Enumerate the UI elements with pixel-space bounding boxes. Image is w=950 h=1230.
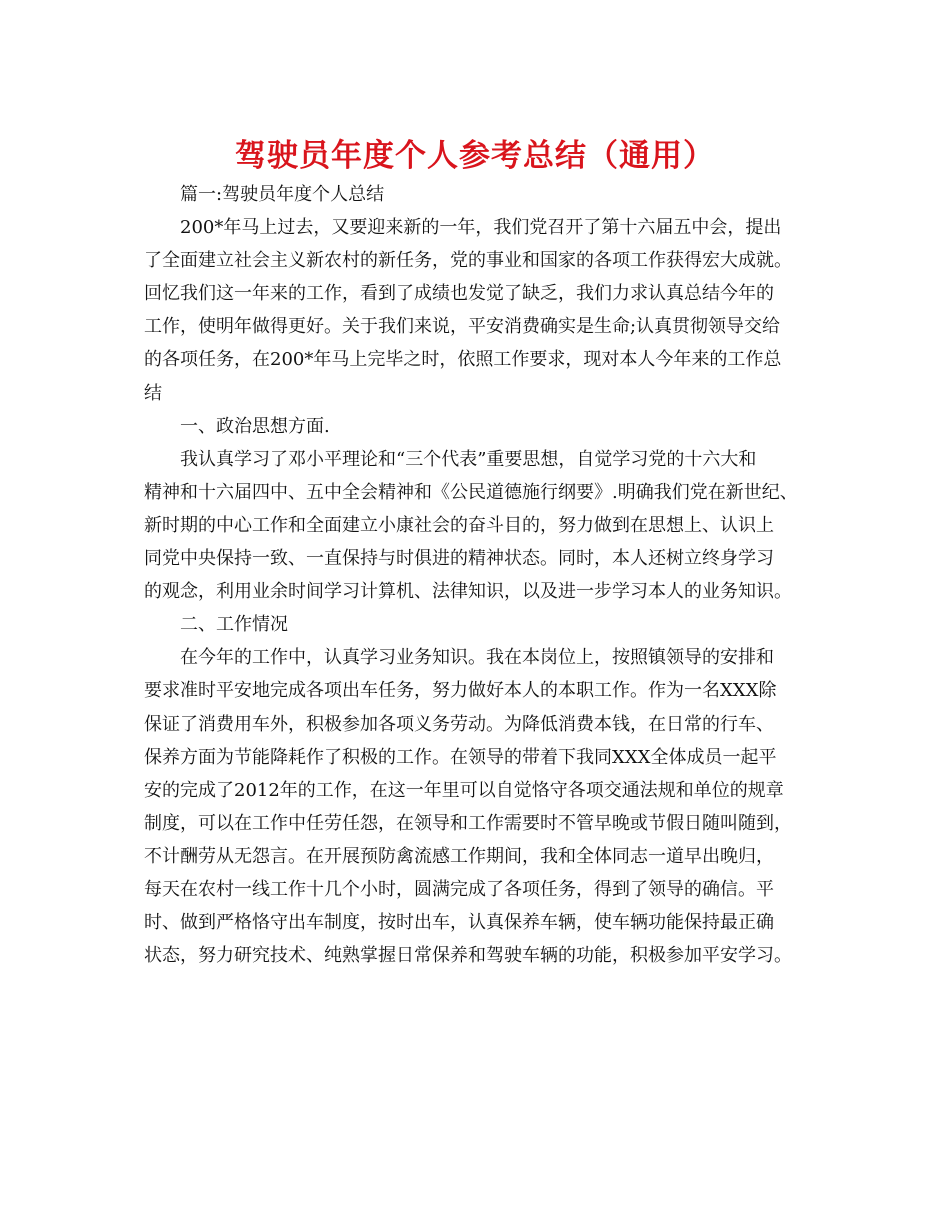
text-line: 保养方面为节能降耗作了积极的工作。在领导的带着下我同XXX全体成员一起平 xyxy=(144,746,777,768)
text-line: 不计酬劳从无怨言。在开展预防禽流感工作期间，我和全体同志一道早出晚归， xyxy=(144,845,774,867)
text-line: 状态，努力研究技术、纯熟掌握日常保养和驾驶车辆的功能，积极参加平安学习。 xyxy=(144,945,792,967)
document-body xyxy=(144,178,824,972)
text-line: 了全面建立社会主义新农村的新任务，党的事业和国家的各项工作获得宏大成就。 xyxy=(144,250,792,272)
text-line: 在今年的工作中，认真学习业务知识。我在本岗位上，按照镇领导的安排和 xyxy=(180,647,774,669)
text-line: 精神和十六届四中、五中全会精神和《公民道德施行纲要》.明确我们党在新世纪、 xyxy=(144,481,798,503)
text-line: 一、政治思想方面. xyxy=(180,415,330,437)
text-line: 的各项任务，在200*年马上完毕之时，依照工作要求，现对本人今年来的工作总 xyxy=(144,349,782,371)
text-line: 回忆我们这一年来的工作，看到了成绩也发觉了缺乏，我们力求认真总结今年的 xyxy=(144,283,774,305)
text-line: 保证了消费用车外，积极参加各项义务劳动。为降低消费本钱，在日常的行车、 xyxy=(144,713,774,735)
text-line: 工作，使明年做得更好。关于我们来说，平安消费确实是生命;认真贯彻领导交给 xyxy=(144,316,781,338)
document-title: 驾驶员年度个人参考总结（通用） xyxy=(235,138,715,174)
text-line: 的观念，利用业余时间学习计算机、法律知识，以及进一步学习本人的业务知识。 xyxy=(144,581,792,603)
text-line: 二、工作情况 xyxy=(180,614,288,636)
text-line: 要求准时平安地完成各项出车任务，努力做好本人的本职工作。作为一名XXX除 xyxy=(144,680,777,702)
text-line: 结 xyxy=(144,382,162,404)
text-line: 时、做到严格恪守出车制度，按时出车，认真保养车辆，使车辆功能保持最正确 xyxy=(144,912,774,934)
text-line: 制度，可以在工作中任劳任怨，在领导和工作需要时不管早晚或节假日随叫随到， xyxy=(144,812,792,834)
text-line: 我认真学习了邓小平理论和“三个代表”重要思想，自觉学习党的十六大和 xyxy=(180,448,757,470)
text-line: 篇一:驾驶员年度个人总结 xyxy=(180,184,385,205)
text-line: 安的完成了2012年的工作，在这一年里可以自觉恪守各项交通法规和单位的规章 xyxy=(144,779,784,801)
text-line: 同党中央保持一致、一直保持与时俱进的精神状态。同时，本人还树立终身学习 xyxy=(144,548,774,570)
text-line: 每天在农村一线工作十几个小时，圆满完成了各项任务，得到了领导的确信。平 xyxy=(144,878,774,900)
text-line: 新时期的中心工作和全面建立小康社会的奋斗目的，努力做到在思想上、认识上 xyxy=(144,514,774,536)
text-line: 200*年马上过去，又要迎来新的一年，我们党召开了第十六届五中会，提出 xyxy=(180,217,782,239)
